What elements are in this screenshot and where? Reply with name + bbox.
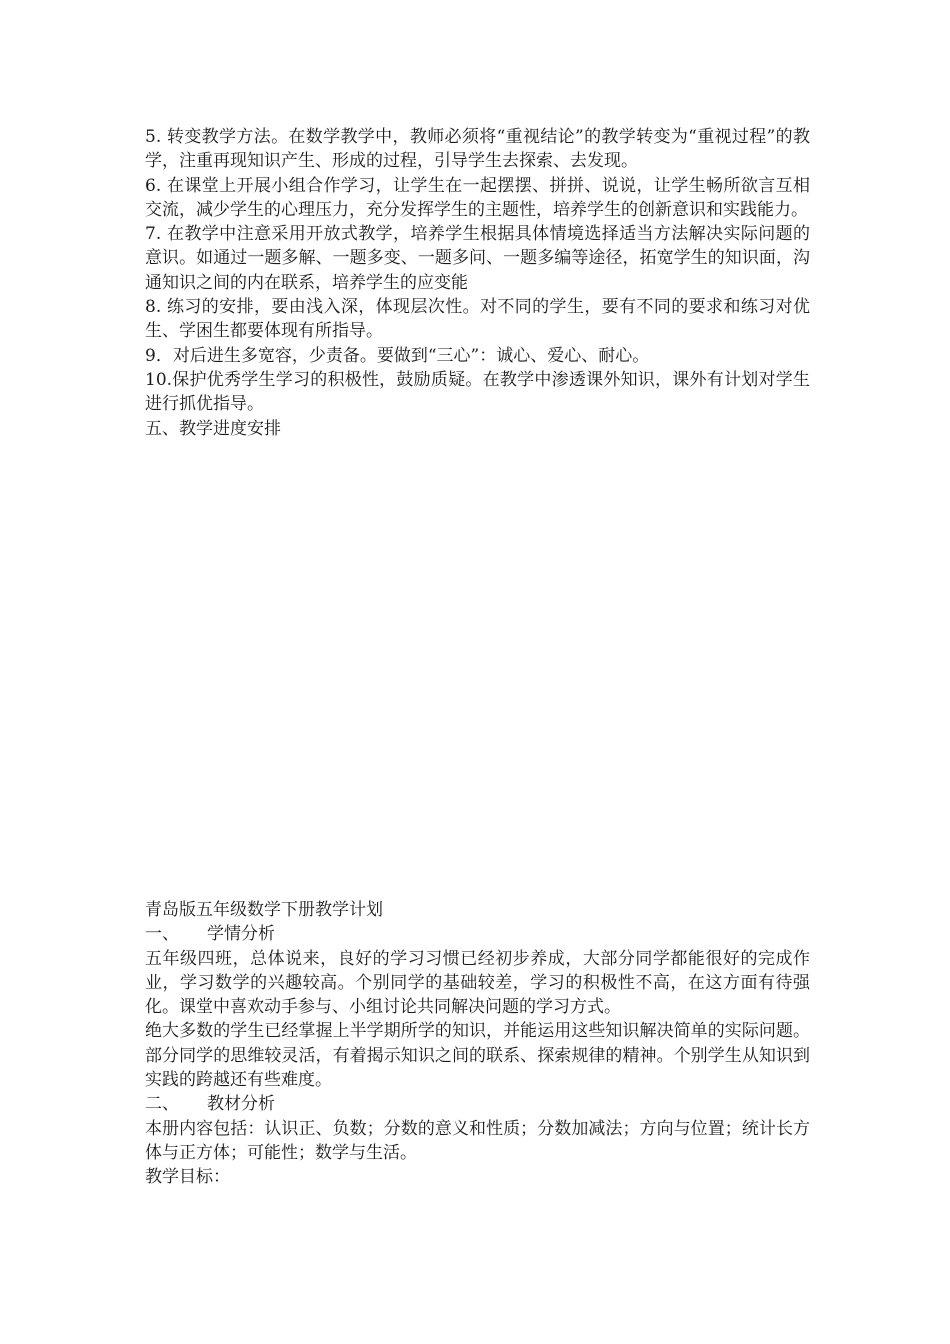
heading-2-number: 二、: [145, 1094, 179, 1115]
document-title: 青岛版五年级数学下册教学计划: [145, 900, 383, 920]
teaching-plan-section: [145, 898, 810, 1190]
paragraph-6: 6. 在课堂上开展小组合作学习，让学生在一起摆摆、拼拼、说说，让学生畅所欲言互相交流，减少学生的心理压力，充分发挥学生的主题性，培养学生的创新意识和实践能力。: [145, 175, 810, 220]
student-analysis-paragraph-2: 绝大多数的学生已经掌握上半学期所学的知识，并能运用这些知识解决简单的实际问题。部分同学的思维较灵活，有着揭示知识之间的联系、探索规律的精神。个别学生从知识到实践的跨越还有些难度。: [145, 1021, 810, 1091]
paragraph-7: 7. 在教学中注意采用开放式教学，培养学生根据具体情境选择适当方法解决实际问题的意识。如通过一题多解、一题多变、一题多问、一题多编等途径，拓宽学生的知识面，沟通知识之间的内在联系，培养学生的应变能: [145, 224, 810, 293]
student-analysis-paragraph-1: 五年级四班，总体说来，良好的学习习惯已经初步养成，大部分同学都能很好的完成作业，学习数学的兴趣较高。个别同学的基础较差，学习的积极性不高，在这方面有待强化。课堂中喜欢动手参与、小组讨论共同解决问题的学习方式。: [145, 948, 810, 1018]
heading-1-text: 学情分析: [207, 924, 275, 945]
paragraph-5: 5. 转变教学方法。在数学教学中，教师必须将“重视结论”的教学转变为“重视过程”的教学，注重再现知识产生、形成的过程，引导学生去探索、去发现。: [145, 127, 810, 172]
heading-1-number: 一、: [145, 924, 179, 945]
paragraph-9: 9．对后进生多宽容，少责备。要做到“三心”：诚心、爱心、耐心。: [145, 345, 650, 366]
section-5-heading: 五、教学进度安排: [145, 418, 281, 439]
heading-2-text: 教材分析: [207, 1094, 275, 1115]
paragraph-10: 10.保护优秀学生学习的积极性，鼓励质疑。在教学中渗透课外知识，课外有计划对学生进行抓优指导。: [145, 369, 810, 415]
heading-student-analysis: [145, 922, 810, 946]
heading-textbook-analysis: [145, 1092, 810, 1116]
paragraph-8: 8. 练习的安排，要由浅入深，体现层次性。对不同的学生，要有不同的要求和练习对优生、学困生都要体现有所指导。: [145, 297, 810, 342]
teaching-measures-section: [145, 125, 810, 441]
teaching-goals-label: 教学目标：: [145, 1167, 230, 1188]
textbook-content-paragraph: 本册内容包括：认识正、负数；分数的意义和性质；分数加减法；方向与位置；统计长方体与正方体；可能性；数学与生活。: [145, 1118, 810, 1163]
